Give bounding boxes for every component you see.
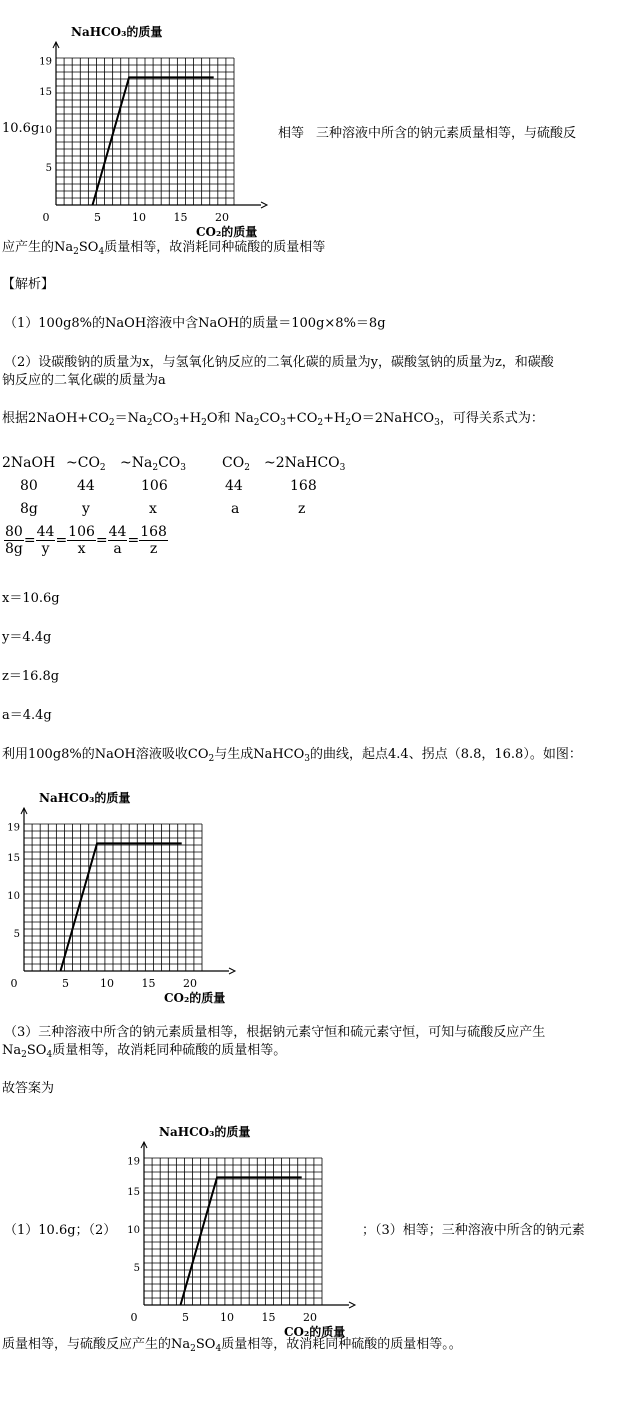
rel-80: 80: [20, 478, 38, 494]
final-part-2: ；（3）相等；三种溶液中所含的钠元素: [362, 1223, 585, 1238]
text: 和: [217, 411, 231, 426]
x-tick-label: 5: [94, 211, 101, 224]
x-axis-label: CO₂的质量: [284, 1325, 346, 1339]
rel-z: z: [298, 501, 306, 517]
result-y: y＝4.4g: [2, 630, 52, 645]
rel-x: x: [149, 501, 157, 517]
x-tick-label: 5: [62, 977, 69, 990]
rel-nahco3: [264, 455, 345, 471]
rel-168: 168: [290, 478, 317, 494]
para-3a: （3）三种溶液中所含的钠元素质量相等，根据钠元素守恒和硫元素守恒，可知与硫酸反应产生: [4, 1025, 546, 1040]
curve-text: [2, 747, 582, 763]
nahco3-chart-svg: [124, 1120, 364, 1340]
so: SO: [26, 1043, 47, 1058]
chart-grid: [144, 1158, 322, 1305]
frac-4: [108, 524, 128, 557]
final-heading: 故答案为: [2, 1081, 55, 1096]
num: 168: [140, 524, 167, 540]
cell: 2NaOH: [2, 455, 56, 471]
x-axis-arrow: [349, 1302, 355, 1308]
den: a: [108, 540, 128, 557]
text: 质量相等，故消耗同种硫酸的质量相等: [104, 240, 326, 255]
chart-grid: [56, 58, 234, 205]
rel-co2: [66, 455, 106, 471]
na2so4-formula: [2, 1043, 52, 1058]
chem: +H: [178, 411, 202, 426]
answer-3-equal: 相等: [278, 126, 305, 141]
x-axis-arrow: [229, 968, 235, 974]
y-tick-label: 19: [127, 1156, 140, 1168]
chart-title: NaHCO₃的质量: [71, 25, 163, 39]
x-tick-label: 10: [220, 1311, 234, 1324]
result-a: a＝4.4g: [2, 708, 52, 723]
den: z: [139, 540, 168, 557]
frac-5: [139, 524, 168, 557]
sub: 3: [180, 463, 186, 473]
text: 质量相等，故消耗同种硫酸的质量相等。: [52, 1043, 287, 1058]
chart-title: NaHCO₃的质量: [39, 791, 131, 805]
den: x: [67, 540, 96, 557]
chem: +H: [323, 411, 346, 426]
sub: 2: [345, 418, 352, 428]
cell: ~2NaHCO: [264, 455, 340, 471]
rel-106: 106: [141, 478, 168, 494]
x-tick-label: 5: [182, 1311, 189, 1324]
chem: O: [206, 411, 218, 426]
text: 应产生的: [2, 240, 55, 255]
cell: ~CO: [66, 455, 100, 471]
sub: 2: [208, 754, 215, 764]
num: 106: [68, 524, 95, 540]
sub: 4: [98, 247, 105, 257]
sub: 2: [152, 463, 159, 473]
na2so4-formula: [171, 1337, 221, 1352]
y-tick-label: 5: [133, 1263, 140, 1274]
text: 与生成NaHCO: [214, 747, 305, 762]
y-tick-label: 19: [7, 822, 20, 834]
rel-naoh: [2, 455, 55, 471]
para-2b: 钠反应的二氧化碳的质量为a: [2, 373, 166, 388]
para-3b: [2, 1043, 286, 1059]
ratio-equation: [4, 524, 168, 557]
chem: +CO: [285, 411, 318, 426]
para-2a: （2）设碳酸钠的质量为x，与氢氧化钠反应的二氧化碳的质量为y，碳酸氢钠的质量为z，和碳酸: [4, 355, 554, 370]
para-1: （1）100g8%的NaOH溶液中含NaOH的质量＝100g×8%＝8g: [4, 316, 386, 331]
result-x: x＝10.6g: [2, 591, 60, 606]
chem: Na: [234, 411, 254, 426]
num: 44: [36, 524, 55, 540]
x-tick-label: 0: [130, 1311, 138, 1324]
rel-8g: 8g: [20, 501, 38, 517]
chem: ＝Na: [114, 411, 147, 426]
y-tick-label: 5: [45, 163, 52, 174]
y-tick-label: 10: [7, 891, 20, 902]
cell: ~Na: [120, 455, 153, 471]
nahco3-chart-svg: [36, 20, 276, 240]
y-tick-label: 15: [39, 87, 52, 98]
na2so4-formula: [54, 240, 104, 255]
equation-line: [2, 411, 544, 427]
sub: 3: [304, 754, 311, 764]
sub: 3: [339, 463, 346, 473]
analysis-heading: 【解析】: [2, 277, 55, 292]
final-part-1: （1）10.6g；（2）: [4, 1223, 117, 1238]
text: ，可得关系式为：: [439, 411, 544, 426]
chem: CO: [152, 411, 174, 426]
x-tick-label: 15: [141, 977, 156, 990]
x-axis-label: CO₂的质量: [164, 991, 226, 1005]
y-tick-label: 5: [13, 929, 20, 940]
na: Na: [54, 240, 74, 255]
final-part-3: [2, 1333, 462, 1352]
rel-y: y: [82, 501, 90, 517]
chem: 2NaOH+CO: [28, 411, 109, 426]
chart-title: NaHCO₃的质量: [159, 1125, 251, 1139]
y-tick-label: 15: [7, 853, 20, 864]
sub: 2: [190, 1344, 196, 1354]
sub: 3: [280, 418, 286, 428]
sub: 4: [215, 1344, 222, 1354]
num: 44: [108, 524, 127, 540]
sub: 2: [108, 418, 115, 428]
sub: 2: [21, 1050, 27, 1060]
text: 质量相等，与硫酸反应产生的: [2, 1337, 172, 1352]
sub: 2: [244, 463, 250, 473]
x-tick-label: 0: [42, 211, 50, 224]
chart-grid: [24, 824, 202, 971]
y-tick-label: 15: [127, 1187, 140, 1198]
rel-44-b: 44: [225, 478, 243, 494]
cell: CO: [158, 455, 181, 471]
text: 根据: [2, 411, 29, 426]
eq: =: [127, 532, 140, 549]
y-tick-label: 19: [39, 56, 52, 68]
x-axis-label: CO₂的质量: [196, 225, 258, 239]
text: 利用100g8%的NaOH溶液吸收CO: [2, 747, 209, 762]
text: 的曲线，起点4.4、拐点（8.8，16.8）。如图：: [310, 747, 582, 762]
answer-1-value: 10.6g: [2, 121, 40, 136]
sub: 2: [201, 418, 207, 428]
x-tick-label: 20: [215, 211, 229, 224]
sub: 2: [146, 418, 153, 428]
so: SO: [195, 1337, 216, 1352]
na: Na: [2, 1043, 22, 1058]
eq: =: [95, 532, 108, 549]
x-tick-label: 0: [10, 977, 18, 990]
sub: 2: [253, 418, 260, 428]
answer-3-reason-2: [2, 236, 325, 255]
chart-middle: [4, 786, 244, 1006]
chart-top: [36, 20, 276, 240]
text: 质量相等，故消耗同种硫酸的质量相等。。: [221, 1337, 462, 1352]
frac-3: [67, 524, 96, 557]
x-tick-label: 20: [183, 977, 197, 990]
so: SO: [78, 240, 99, 255]
y-tick-label: 10: [127, 1225, 140, 1236]
eq: =: [23, 532, 36, 549]
answer-3-reason-1: 三种溶液中所含的钠元素质量相等，与硫酸反: [316, 126, 577, 141]
num: 80: [5, 524, 23, 540]
frac-2: [36, 524, 56, 557]
na: Na: [171, 1337, 191, 1352]
rel-44: 44: [77, 478, 95, 494]
x-axis-arrow: [261, 202, 267, 208]
sub: 2: [73, 247, 79, 257]
chem: O＝2NaHCO: [351, 411, 435, 426]
eq: =: [55, 532, 68, 549]
cell: CO: [222, 455, 245, 471]
rel-co2-b: [222, 455, 250, 471]
rel-a: a: [231, 501, 240, 517]
x-tick-label: 10: [132, 211, 146, 224]
sub: 3: [173, 418, 179, 428]
sub: 3: [434, 418, 440, 428]
nahco3-chart-svg: [4, 786, 244, 1006]
x-tick-label: 15: [173, 211, 188, 224]
den: y: [36, 540, 56, 557]
sub: 2: [99, 463, 106, 473]
rel-na2co3: [120, 455, 186, 471]
frac-1: [4, 524, 24, 557]
result-z: z＝16.8g: [2, 669, 60, 684]
chart-bottom: [124, 1120, 364, 1340]
x-tick-label: 20: [303, 1311, 317, 1324]
x-tick-label: 10: [100, 977, 114, 990]
den: 8g: [5, 541, 23, 557]
chem: CO: [259, 411, 281, 426]
y-tick-label: 10: [39, 125, 52, 136]
x-tick-label: 15: [261, 1311, 276, 1324]
sub: 2: [317, 418, 324, 428]
sub: 4: [46, 1050, 53, 1060]
